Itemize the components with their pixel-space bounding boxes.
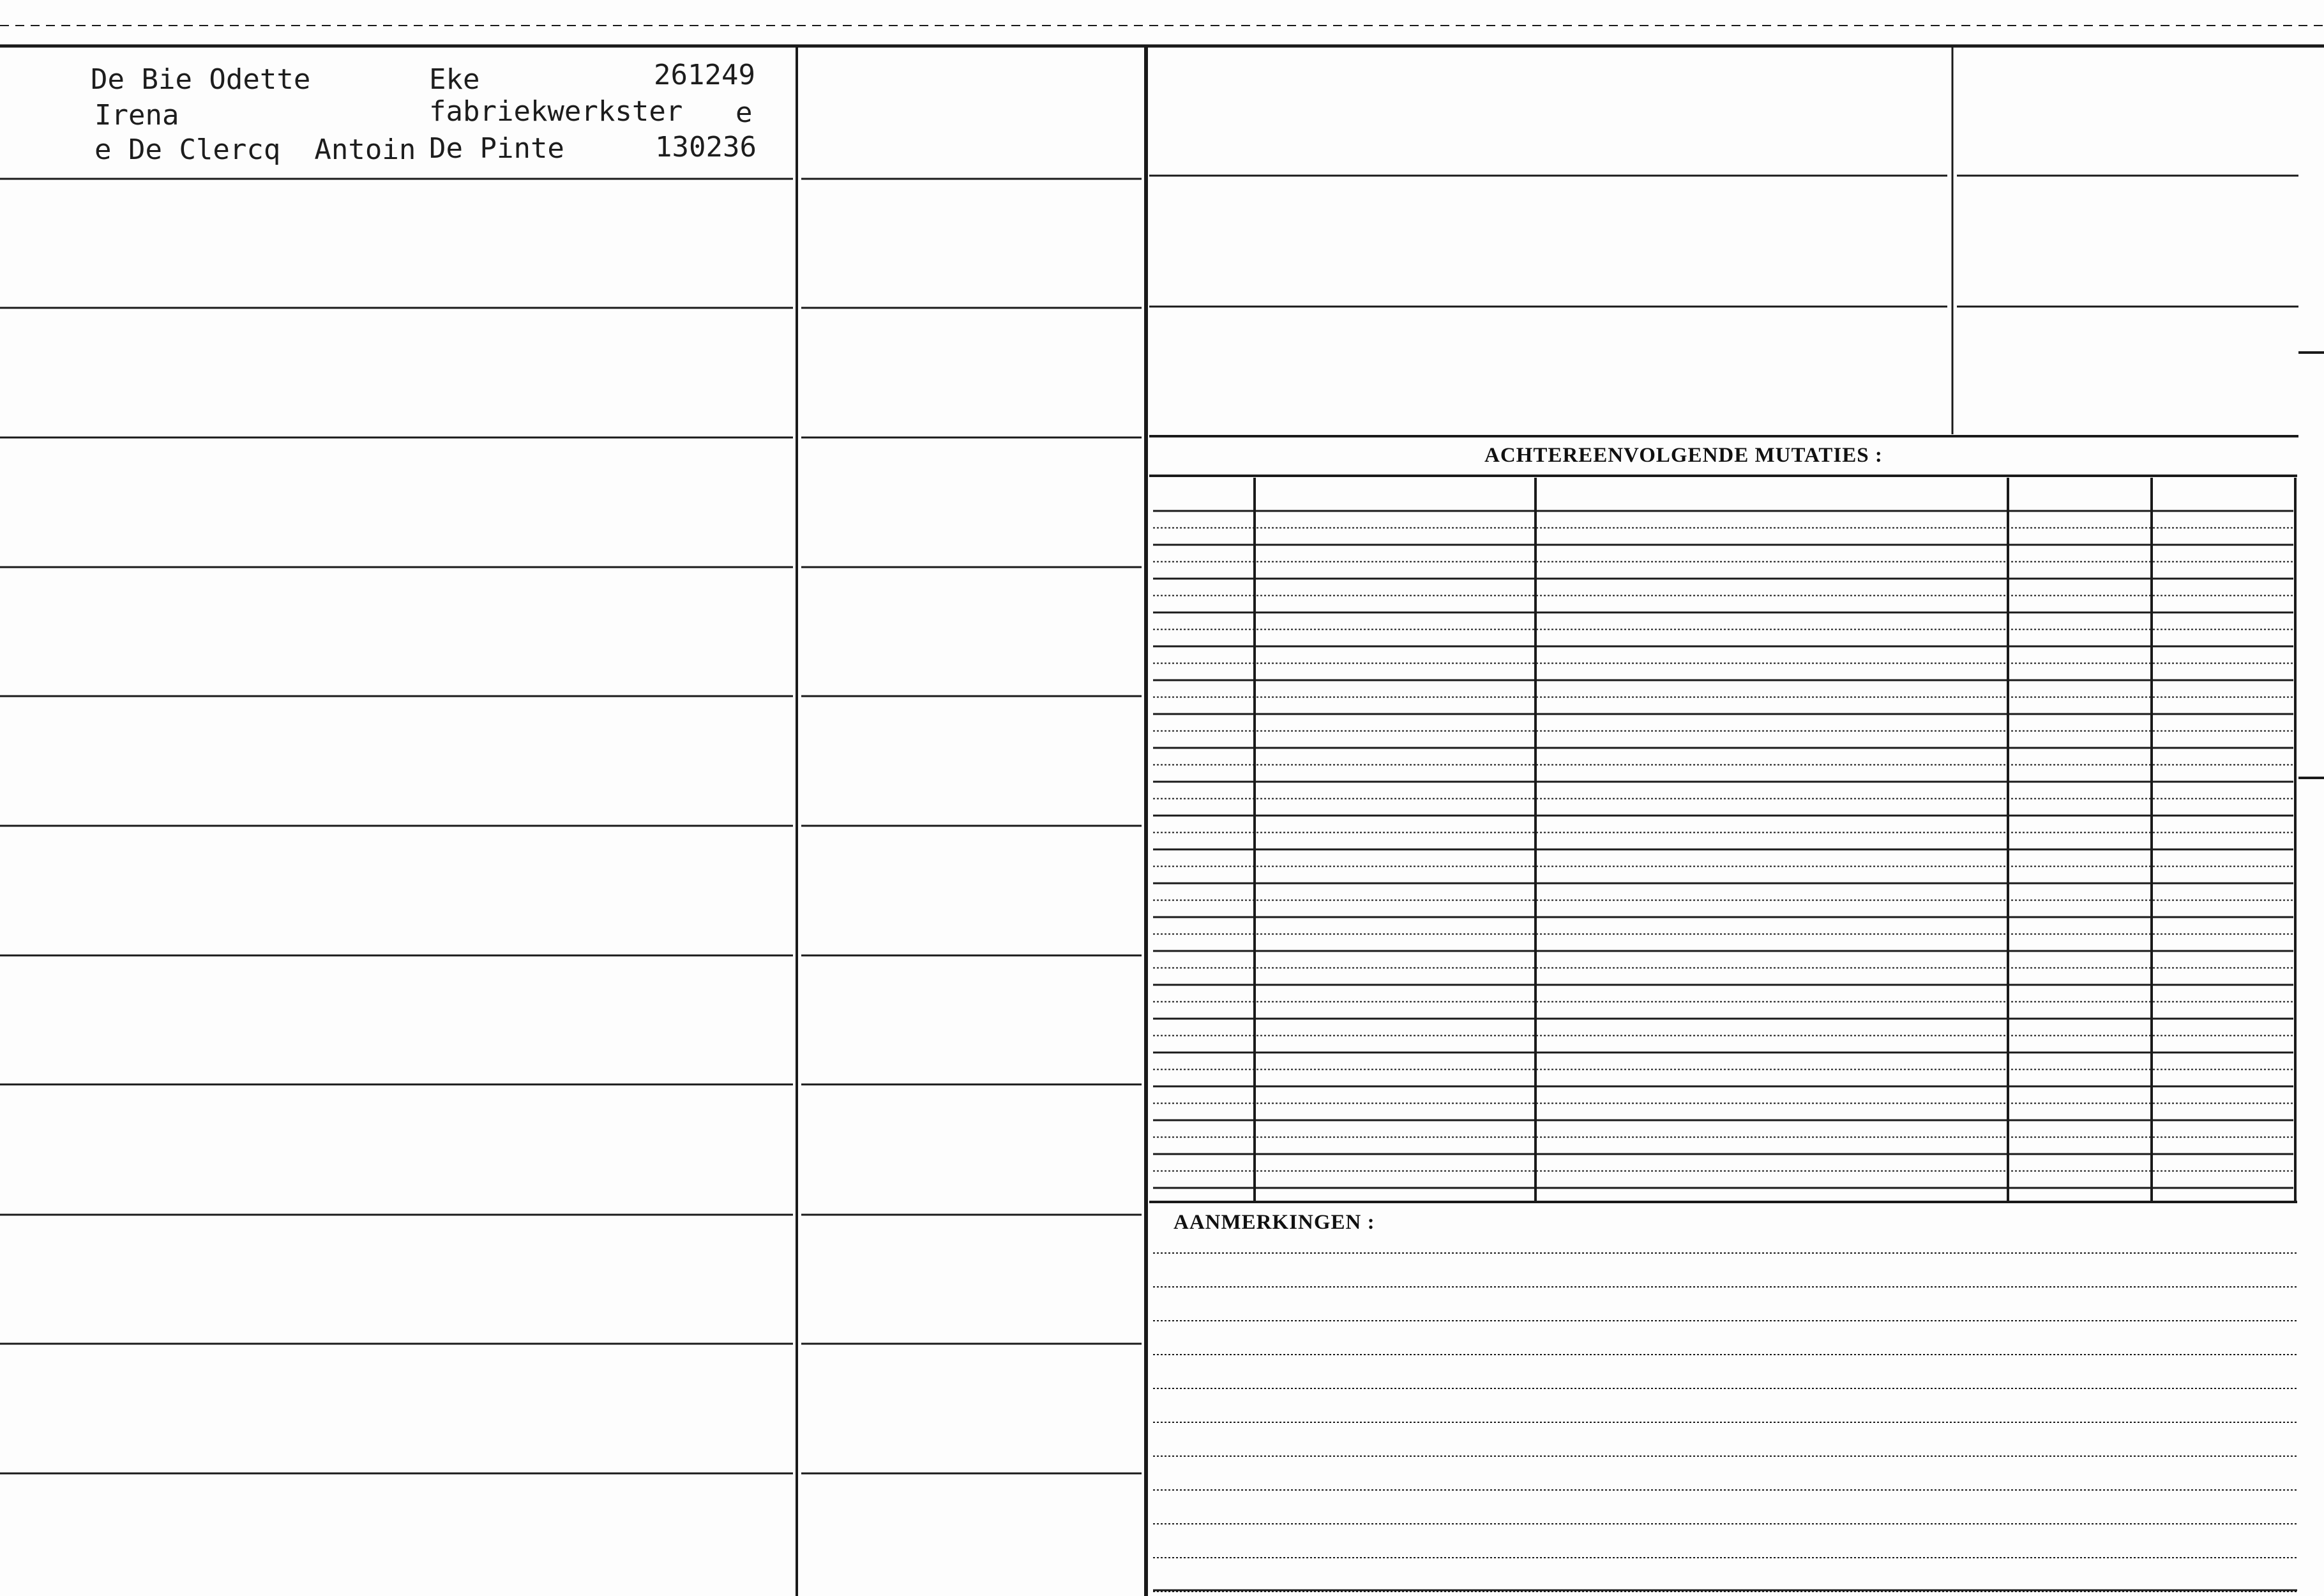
record-marker: e	[736, 96, 753, 129]
remarks-heading: AANMERKINGEN :	[1173, 1211, 1375, 1234]
record-spouse: e De Clercq Antoin	[94, 133, 416, 166]
mutations-heading: ACHTEREENVOLGENDE MUTATIES :	[1484, 444, 1883, 467]
record-birthplace: Eke	[429, 63, 480, 96]
record-birth-date: 261249	[654, 59, 755, 91]
record-name-line2: Irena	[94, 99, 179, 132]
record-name-line1: De Bie Odette	[91, 63, 311, 96]
record-registration-date: 130236	[655, 131, 757, 163]
record-profession: fabriekwerkster	[429, 95, 683, 128]
record-residence: De Pinte	[429, 132, 564, 165]
